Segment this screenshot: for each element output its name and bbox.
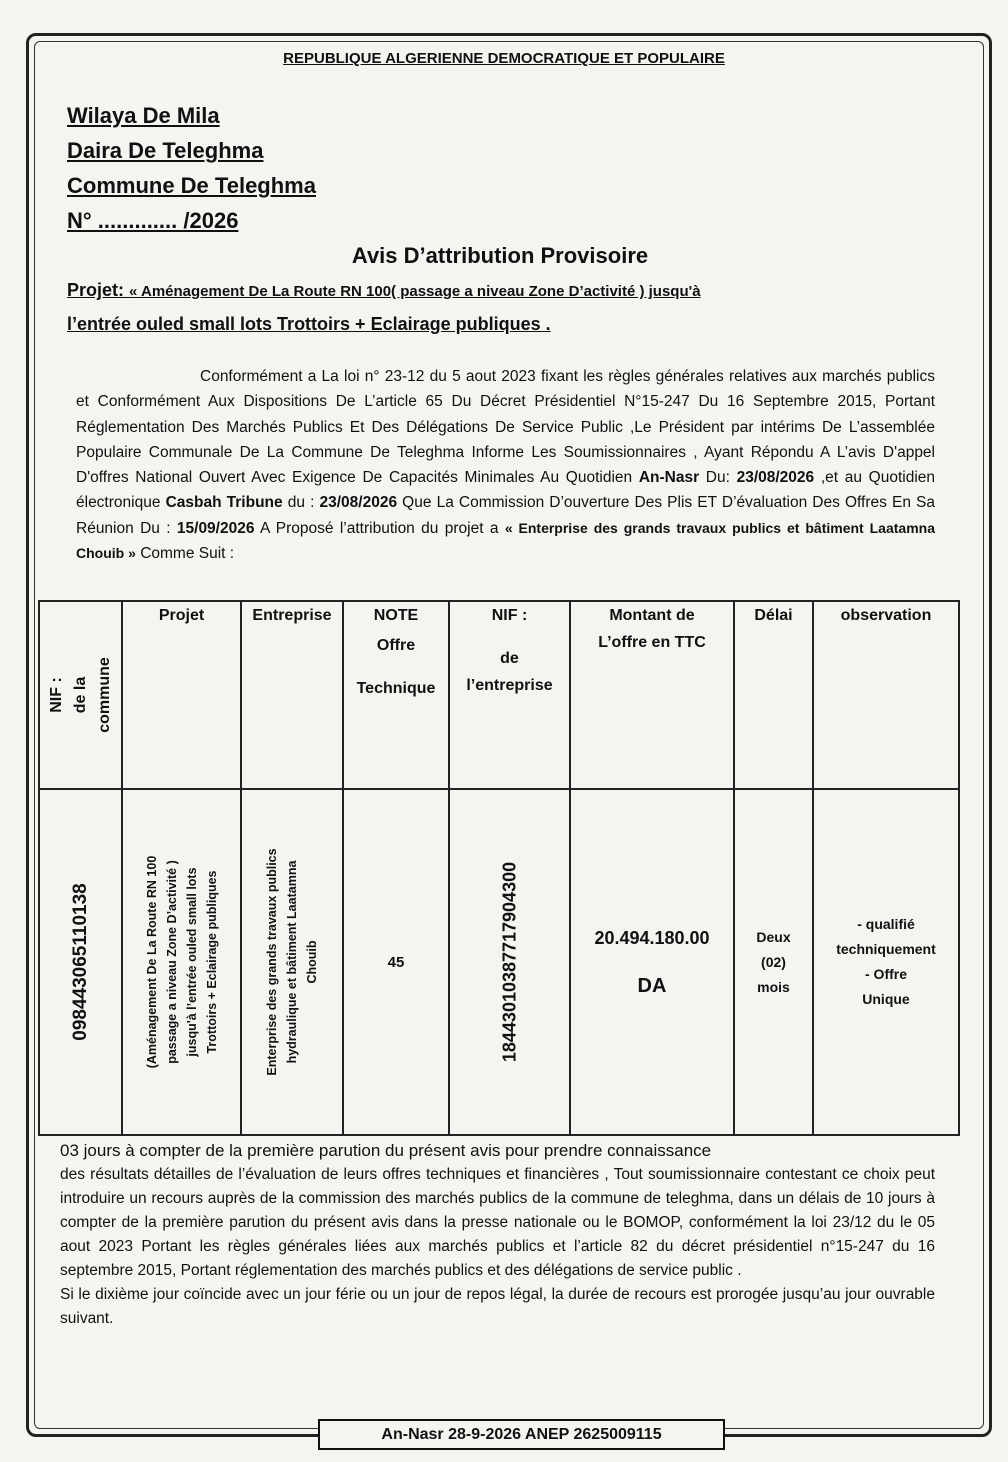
body-text-3: ,et au Quotidien électronique bbox=[76, 469, 936, 512]
header-montant-l2: L’offre en TTC bbox=[598, 634, 706, 651]
header-montant bbox=[570, 601, 734, 789]
projet-value-l2: passage a niveau Zone D’activité ) bbox=[164, 860, 179, 1064]
date-reunion: 15/09/2026 bbox=[176, 519, 255, 537]
projet-label: Projet: bbox=[67, 280, 125, 300]
journal-an-nasr: An-Nasr bbox=[638, 469, 700, 487]
cell-nif-entreprise bbox=[449, 789, 570, 1135]
cell-entreprise bbox=[241, 789, 343, 1135]
header-nif-commune bbox=[39, 601, 122, 789]
montant-value-l1: 20.494.180.00 bbox=[594, 928, 710, 948]
footer-delay-text: Si le dixième jour coïncide avec un jour férie ou un jour de repos légal, la durée de recours est prorogée jusqu’au jour ouvrable suivant. bbox=[60, 1286, 935, 1327]
delai-value bbox=[735, 790, 812, 1134]
body-text-4: du : bbox=[282, 494, 320, 512]
notice-title: Avis D’attribution Provisoire bbox=[351, 243, 649, 268]
entreprise-value-l1: Enterprise des grands travaux publics bbox=[265, 848, 279, 1076]
table-header-row bbox=[39, 601, 959, 789]
body-text-2: Du: bbox=[699, 469, 737, 487]
daira-line: Daira De Teleghma bbox=[67, 138, 264, 163]
body-text-5: Que La Commission D’ouverture Des Plis ET D’évaluation Des Offres En Sa Réunion Du : bbox=[76, 494, 935, 537]
observation-value-l2: techniquement bbox=[836, 941, 936, 957]
delai-value-l1: Deux bbox=[756, 928, 791, 945]
date-casbah: 23/08/2026 bbox=[319, 494, 398, 512]
projet-line-2: l’entrée ouled small lots Trottoirs + Eclairage publiques . bbox=[67, 314, 551, 334]
republic-heading: REPUBLIQUE ALGERIENNE DEMOCRATIQUE ET POPULAIRE bbox=[283, 50, 725, 67]
cell-delai bbox=[734, 789, 813, 1135]
nif-entreprise-value: 184430103877179043​00 bbox=[499, 861, 519, 1063]
header-note-l3: Technique bbox=[356, 680, 436, 697]
header-nif-ent-l2: de bbox=[500, 650, 519, 667]
cell-note bbox=[343, 789, 449, 1135]
observation-value-l1: - qualifié bbox=[857, 916, 915, 932]
header-nif-commune-text bbox=[45, 657, 117, 733]
cell-montant bbox=[570, 789, 734, 1135]
header-delai: Délai bbox=[734, 601, 813, 789]
observation-value-l3: - Offre bbox=[865, 966, 907, 982]
nif-commune-value: 098443065110138 bbox=[69, 883, 91, 1041]
header-projet: Projet bbox=[122, 601, 241, 789]
delai-value-l2: (02) bbox=[761, 953, 786, 970]
journal-casbah: Casbah Tribune bbox=[165, 494, 283, 512]
body-text-6: A Proposé l’attribution du projet a bbox=[254, 519, 505, 537]
commune-line: Commune De Teleghma bbox=[67, 173, 316, 198]
header-nif-entreprise bbox=[449, 601, 570, 789]
cell-nif-commune bbox=[39, 789, 122, 1135]
header-montant-l1: Montant de bbox=[609, 607, 695, 624]
header-note bbox=[343, 601, 449, 789]
delai-value-l3: mois bbox=[757, 978, 790, 995]
projet-text-1: « Aménagement De La Route RN 100( passage a niveau Zone D’activité ) jusqu'à bbox=[129, 283, 701, 300]
company-name: « Enterprise des grands travaux publics et bâtiment Laatamna Chouib » bbox=[76, 519, 935, 562]
projet-value-l3: jusqu'à l’entrée ouled small lots bbox=[184, 867, 199, 1057]
montant-value-l2: DA bbox=[637, 975, 667, 997]
entreprise-value-l3: Chouib bbox=[305, 940, 319, 984]
projet-line-1 bbox=[67, 280, 947, 301]
footer-first-line: 03 jours à compter de la première parution du présent avis pour prendre connaissance bbox=[60, 1141, 712, 1160]
header-entreprise: Entreprise bbox=[241, 601, 343, 789]
header-nif-commune-label: NIF : de la commune bbox=[47, 657, 113, 733]
montant-value bbox=[571, 790, 733, 1134]
observation-value-l4: Unique bbox=[862, 991, 910, 1007]
footer-paragraph bbox=[60, 1139, 935, 1331]
header-note-l1: NOTE bbox=[373, 607, 419, 624]
cell-projet bbox=[122, 789, 241, 1135]
projet-value bbox=[142, 856, 222, 1069]
body-paragraph bbox=[76, 364, 935, 566]
observation-value bbox=[814, 790, 958, 1134]
award-table bbox=[38, 600, 960, 1136]
header-note-l2: Offre bbox=[376, 637, 416, 654]
table-row bbox=[39, 789, 959, 1135]
publication-stamp: An-Nasr 28-9-2026 ANEP 2625009115 bbox=[318, 1419, 725, 1450]
projet-value-l4: Trottoirs + Eclairage publiques bbox=[204, 870, 219, 1054]
wilaya-line: Wilaya De Mila bbox=[67, 103, 220, 128]
entreprise-value bbox=[262, 848, 322, 1075]
header-nif-ent-l1: NIF : bbox=[491, 607, 528, 624]
projet-value-l1: (Aménagement De La Route RN 100 bbox=[144, 855, 159, 1069]
date-an-nasr: 23/08/2026 bbox=[736, 469, 815, 487]
footer-recours-text: des résultats détailles de l’évaluation de leurs offres techniques et financières , Tout soumissionnaire contestant ce choix peut introduire un recours auprès de la commission des marchés publics de la commune de teleghma, dans un délais de 10 jours à compter de la première parution du présent avis dans la presse nationale ou le BOMOP, conformément la loi 23/12 du le 05 aout 2023 Portant les règles générales liées aux marchés publics et l’article 82 du décret présidentiel n°15-247 du 16 septembre 2015, Portant réglementation des marchés publics et des délégations de service public . bbox=[60, 1166, 935, 1279]
body-text-7: Comme Suit : bbox=[135, 545, 235, 563]
entreprise-value-l2: hydraulique et bâtiment Laatamna bbox=[285, 860, 299, 1064]
header-nif-ent-l3: l’entreprise bbox=[466, 677, 553, 694]
body-text-1: Conformément a La loi n° 23-12 du 5 aout 2023 fixant les règles générales relatives aux marchés publics et Conformément Aux Dispositions De L’article 65 Du Décret Présidentiel N°15-247 Du 16 Septembre 2015, Portant Réglementation Des Marchés Publics Et Des Délégations De Service Public ,Le Président par intérims De L’assemblée Populaire Communale De La Commune De Teleghma Informe Les Soumissionnaires , Ayant Répondu A L’avis D'appel D'offres National Ouvert Avec Exigence De Capacités Minimales Au Quotidien bbox=[76, 368, 935, 487]
note-value: 45 bbox=[387, 953, 405, 971]
cell-observation bbox=[813, 789, 959, 1135]
numero-line: N° ............. /2026 bbox=[67, 208, 239, 233]
header-observation: observation bbox=[813, 601, 959, 789]
